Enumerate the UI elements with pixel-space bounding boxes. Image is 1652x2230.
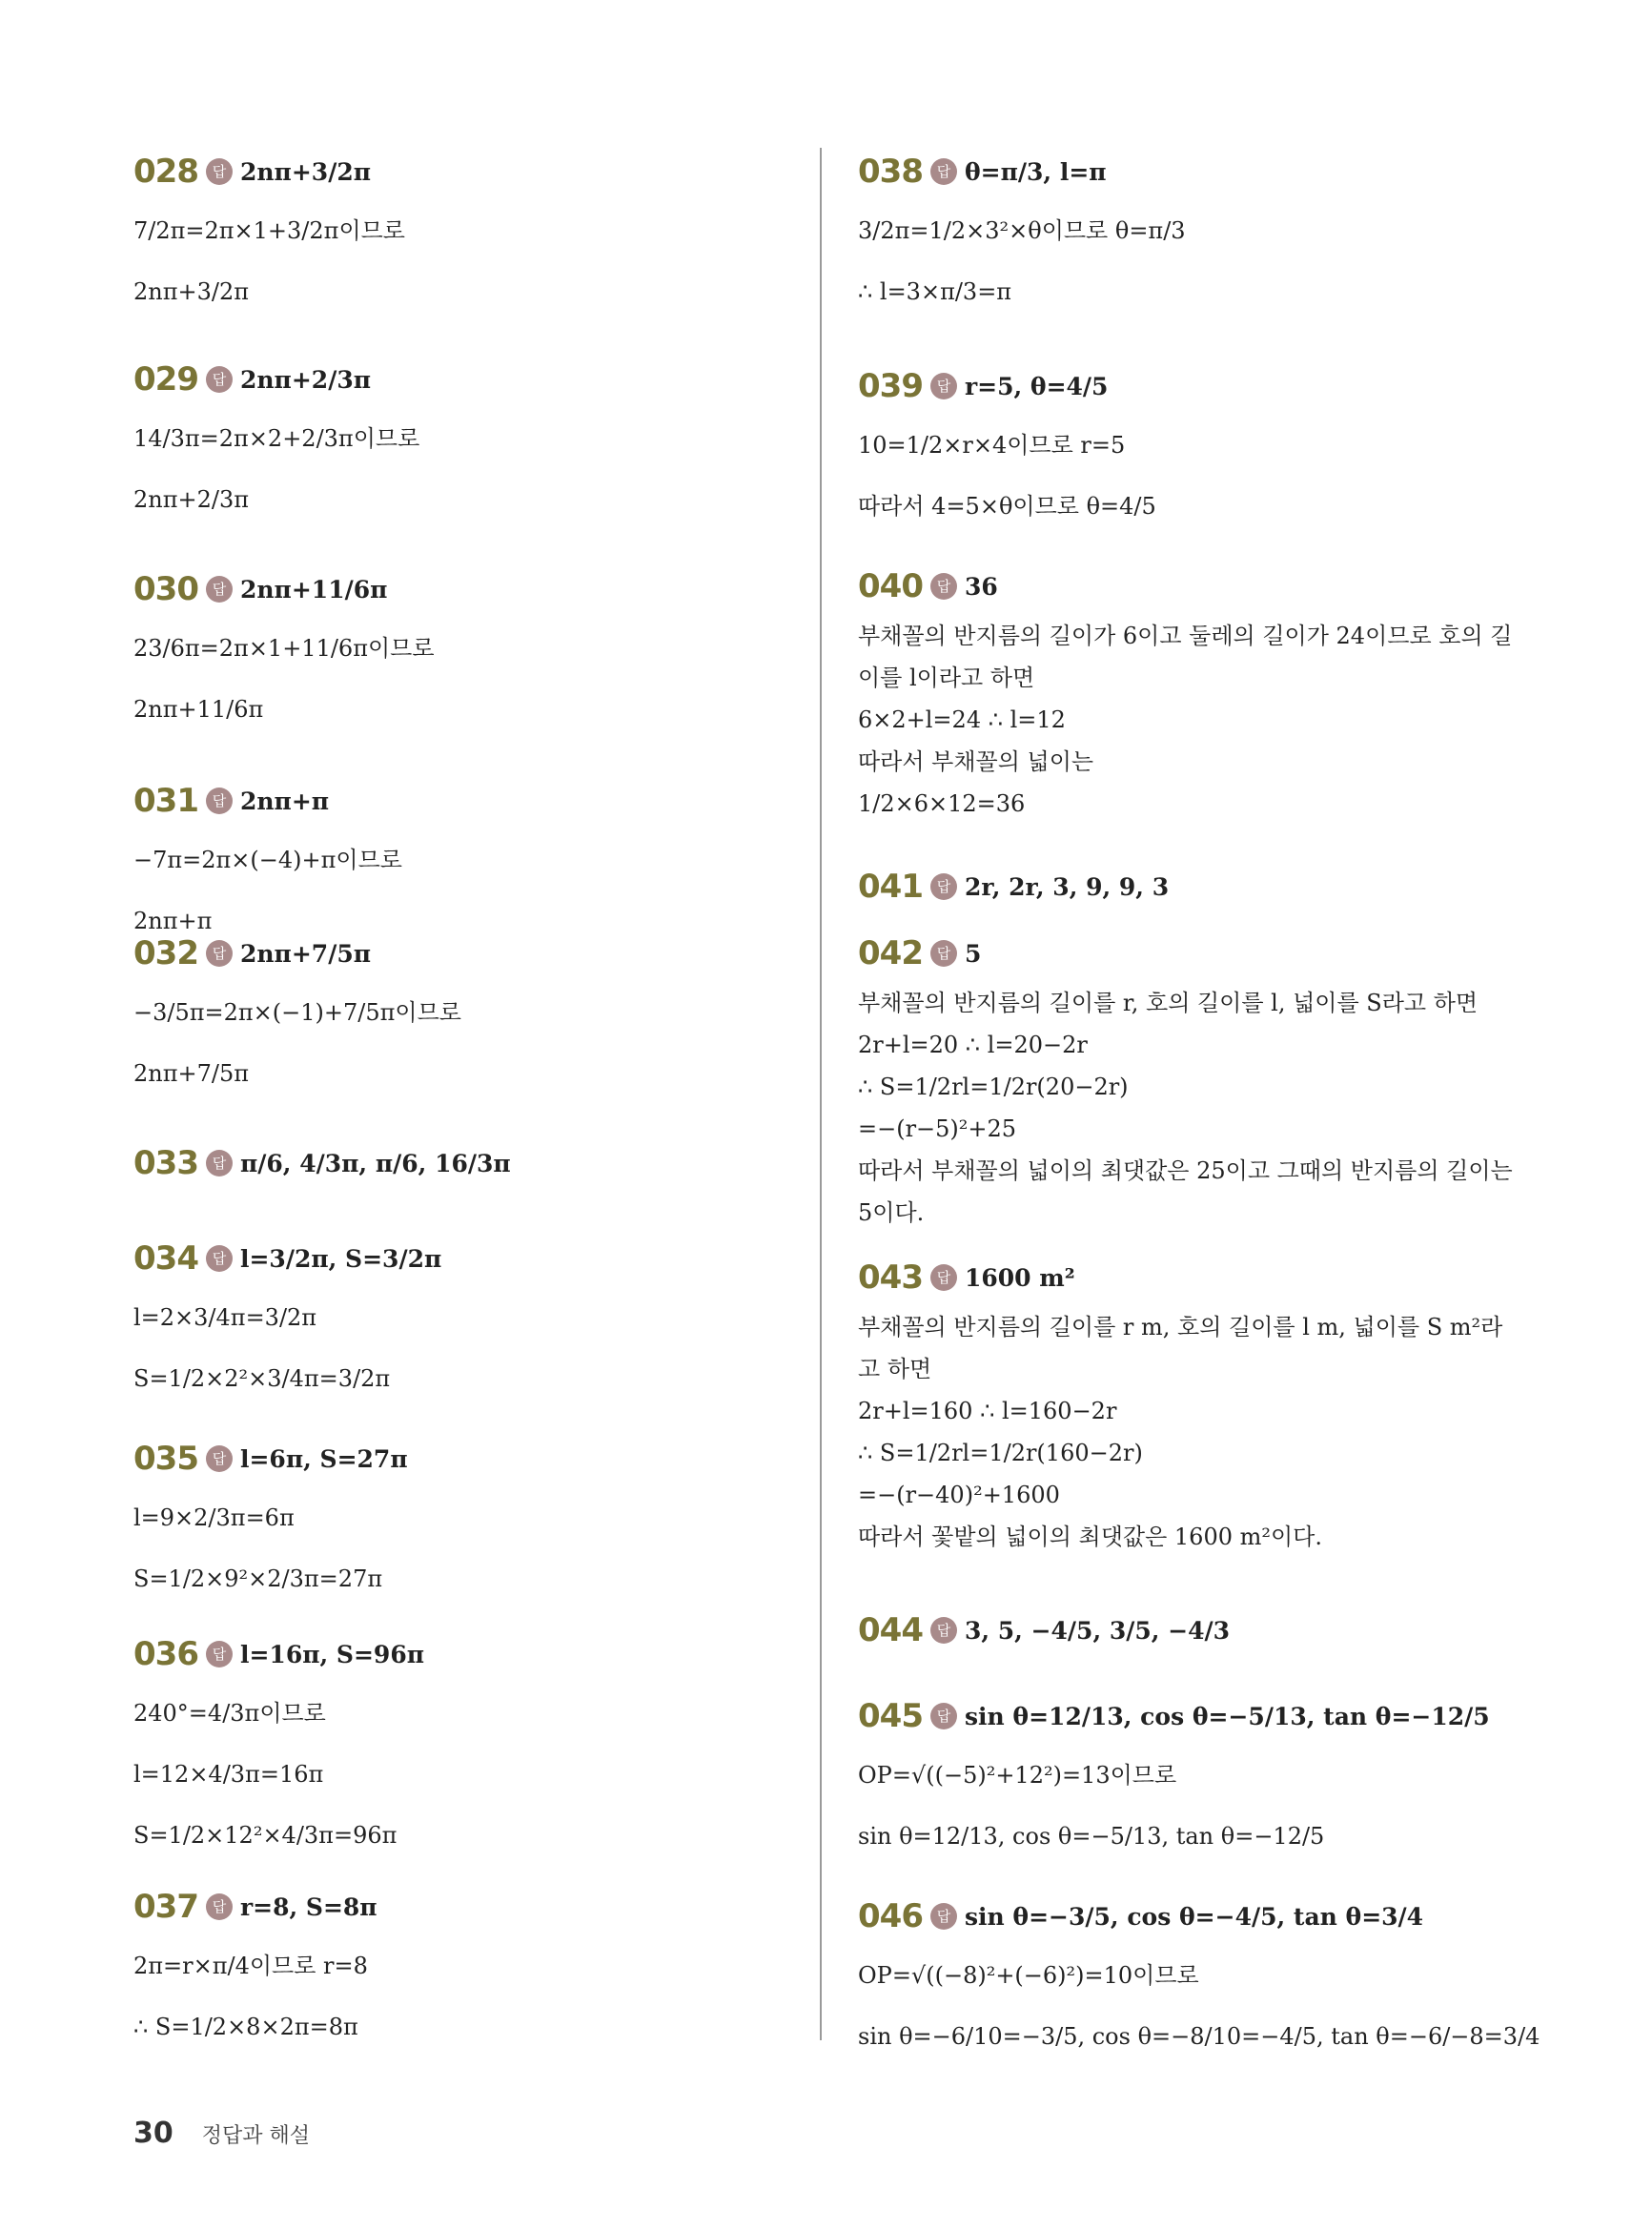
solution-line: 3/2π=1/2×3²×θ이므로 θ=π/3 — [858, 217, 1186, 244]
answer-badge: 답 — [930, 940, 957, 967]
answer-badge: 답 — [930, 1617, 957, 1644]
problem-032 — [133, 925, 801, 1104]
problem-number: 041 — [858, 868, 923, 906]
problem-header — [133, 1626, 801, 1683]
solution-line: 2nπ+7/5π — [133, 1060, 250, 1087]
problem-header — [133, 1878, 801, 1935]
solution-line: 부채꼴의 반지름의 길이를 r m, 호의 길이를 l m, 넓이를 S m²라 — [858, 1314, 1503, 1340]
answer-badge: 답 — [206, 158, 233, 185]
solution-line: 2nπ+2/3π — [133, 486, 250, 513]
solution-line: 240°=4/3π이므로 — [133, 1700, 326, 1727]
problem-number: 036 — [133, 1635, 198, 1673]
answer-badge: 답 — [930, 873, 957, 900]
solution-line: 이를 l이라고 하면 — [858, 665, 1035, 691]
solution-line: ∴ S=1/2rl=1/2r(20−2r) — [858, 1074, 1129, 1100]
solution-line: S=1/2×2²×3/4π=3/2π — [133, 1365, 391, 1392]
answer-badge: 답 — [930, 1903, 957, 1930]
answer-text: sin θ=−3/5, cos θ=−4/5, tan θ=3/4 — [964, 1902, 1424, 1931]
problem-number: 045 — [858, 1697, 923, 1735]
answer-text: r=5, θ=4/5 — [964, 372, 1109, 400]
problem-header — [133, 143, 801, 200]
problem-number: 033 — [133, 1144, 198, 1182]
solution-line: 2r+l=20 ∴ l=20−2r — [858, 1032, 1088, 1058]
problem-number: 038 — [858, 153, 923, 191]
solution-line: S=1/2×9²×2/3π=27π — [133, 1565, 383, 1592]
solution-line: ∴ S=1/2rl=1/2r(160−2r) — [858, 1440, 1143, 1466]
solution-line: 2r+l=160 ∴ l=160−2r — [858, 1398, 1117, 1424]
answer-text: 2r, 2r, 3, 9, 9, 3 — [964, 872, 1170, 901]
solution-line: 부채꼴의 반지름의 길이를 r, 호의 길이를 l, 넓이를 S라고 하면 — [858, 990, 1479, 1016]
problem-045 — [858, 1688, 1516, 1867]
solution-line: 따라서 꽃밭의 넓이의 최댓값은 1600 m²이다. — [858, 1524, 1322, 1550]
solution-line: sin θ=−6/10=−3/5, cos θ=−8/10=−4/5, tan θ=−6/−8=3/4 — [858, 2023, 1540, 2050]
solution-line: 2nπ+3/2π — [133, 278, 250, 305]
answer-text: 3, 5, −4/5, 3/5, −4/3 — [964, 1616, 1231, 1645]
solution-line: =−(r−40)²+1600 — [858, 1482, 1060, 1508]
answer-badge: 답 — [206, 1245, 233, 1272]
problem-number: 046 — [858, 1897, 923, 1935]
solution-line: S=1/2×12²×4/3π=96π — [133, 1822, 398, 1849]
answer-badge: 답 — [930, 373, 957, 399]
solution-line: 고 하면 — [858, 1356, 932, 1382]
solution-line: −7π=2π×(−4)+π이므로 — [133, 847, 402, 873]
answer-badge: 답 — [930, 1703, 957, 1729]
answer-badge: 답 — [930, 1264, 957, 1291]
problem-number: 030 — [133, 570, 198, 608]
solution-line: 2nπ+π — [133, 908, 213, 934]
problem-header — [133, 351, 801, 408]
solution-line: OP=√((−8)²+(−6)²)=10이므로 — [858, 1962, 1199, 1989]
problem-header — [133, 1430, 801, 1487]
answer-badge: 답 — [206, 1641, 233, 1667]
solution-line: ∴ S=1/2×8×2π=8π — [133, 2014, 358, 2040]
solution-line: 2π=r×π/4이므로 r=8 — [133, 1953, 368, 1979]
solution-line: 따라서 부채꼴의 넓이의 최댓값은 25이고 그때의 반지름의 길이는 — [858, 1157, 1513, 1184]
solution-line: 따라서 부채꼴의 넓이는 — [858, 748, 1094, 775]
problem-header — [858, 358, 1516, 415]
column-divider — [820, 148, 822, 2040]
answer-badge: 답 — [206, 940, 233, 967]
problem-header — [858, 1888, 1516, 1945]
problem-number: 034 — [133, 1239, 198, 1278]
answer-text: 5 — [964, 939, 982, 968]
problem-number: 028 — [133, 153, 198, 191]
problem-046 — [858, 1888, 1540, 2067]
solution-line: ∴ l=3×π/3=π — [858, 278, 1012, 305]
problem-030 — [133, 561, 801, 740]
answer-badge: 답 — [930, 573, 957, 600]
answer-text: 2nπ+3/2π — [239, 157, 372, 186]
answer-text: θ=π/3, l=π — [964, 157, 1107, 186]
solution-line: 5이다. — [858, 1199, 925, 1226]
solution-line: 따라서 4=5×θ이므로 θ=4/5 — [858, 493, 1156, 520]
answer-text: π/6, 4/3π, π/6, 16/3π — [239, 1149, 511, 1177]
problem-number: 035 — [133, 1440, 198, 1478]
answer-badge: 답 — [206, 1150, 233, 1176]
problem-044 — [858, 1602, 1516, 1659]
problem-number: 037 — [133, 1888, 198, 1926]
solution-line: −3/5π=2π×(−1)+7/5π이므로 — [133, 999, 461, 1026]
problem-header — [133, 925, 801, 982]
answer-text: 2nπ+π — [239, 787, 330, 815]
solution-line: 10=1/2×r×4이므로 r=5 — [858, 432, 1126, 459]
problem-header — [133, 1230, 801, 1287]
page-footer-title: 정답과 해설 — [201, 2124, 311, 2148]
answer-text: r=8, S=8π — [239, 1892, 377, 1921]
page-number: 30 — [133, 2117, 173, 2150]
answer-badge: 답 — [930, 158, 957, 185]
problem-header — [858, 1688, 1516, 1745]
solution-line: l=12×4/3π=16π — [133, 1761, 324, 1788]
problem-039 — [858, 358, 1516, 537]
problem-040 — [858, 558, 1516, 825]
solution-line: 7/2π=2π×1+3/2π이므로 — [133, 217, 405, 244]
solution-line: 6×2+l=24 ∴ l=12 — [858, 706, 1066, 733]
answer-text: 2nπ+11/6π — [239, 575, 388, 604]
problem-number: 039 — [858, 367, 923, 405]
answer-text: 1600 m² — [964, 1263, 1075, 1292]
answer-text: l=6π, S=27π — [239, 1444, 408, 1473]
answer-text: 2nπ+7/5π — [239, 939, 372, 968]
problem-number: 042 — [858, 934, 923, 972]
problem-036 — [133, 1626, 801, 1866]
problem-header — [858, 1602, 1516, 1659]
answer-badge: 답 — [206, 1445, 233, 1472]
problem-header — [858, 143, 1516, 200]
problem-028 — [133, 143, 801, 322]
problem-header — [858, 558, 1516, 615]
problem-033 — [133, 1135, 801, 1192]
problem-042 — [858, 925, 1516, 1234]
solution-line: 14/3π=2π×2+2/3π이므로 — [133, 425, 420, 452]
answer-text: sin θ=12/13, cos θ=−5/13, tan θ=−12/5 — [964, 1702, 1490, 1730]
problem-header — [858, 925, 1516, 982]
problem-041 — [858, 858, 1516, 915]
problem-035 — [133, 1430, 801, 1609]
answer-text: 36 — [964, 572, 998, 601]
problem-037 — [133, 1878, 801, 2057]
solution-line: l=9×2/3π=6π — [133, 1504, 295, 1531]
problem-029 — [133, 351, 801, 530]
problem-043 — [858, 1249, 1516, 1558]
answer-badge: 답 — [206, 366, 233, 393]
problem-header — [133, 1135, 801, 1192]
answer-text: l=16π, S=96π — [239, 1640, 425, 1668]
solution-line: OP=√((−5)²+12²)=13이므로 — [858, 1762, 1177, 1789]
answer-badge: 답 — [206, 576, 233, 603]
solution-line: l=2×3/4π=3/2π — [133, 1304, 317, 1331]
problem-header — [133, 561, 801, 618]
problem-number: 031 — [133, 782, 198, 820]
problem-number: 044 — [858, 1611, 923, 1649]
problem-number: 029 — [133, 360, 198, 399]
answer-badge: 답 — [206, 1893, 233, 1920]
problem-header — [858, 858, 1516, 915]
answer-text: l=3/2π, S=3/2π — [239, 1244, 442, 1273]
problem-number: 040 — [858, 567, 923, 605]
solution-line: 부채꼴의 반지름의 길이가 6이고 둘레의 길이가 24이므로 호의 길 — [858, 623, 1513, 649]
answer-text: 2nπ+2/3π — [239, 365, 372, 394]
solution-line: =−(r−5)²+25 — [858, 1115, 1017, 1142]
problem-038 — [858, 143, 1516, 322]
problem-header — [858, 1249, 1516, 1306]
problem-number: 032 — [133, 934, 198, 972]
problem-header — [133, 772, 801, 829]
page-footer — [133, 2117, 310, 2150]
answer-badge: 답 — [206, 788, 233, 814]
solution-line: 2nπ+11/6π — [133, 696, 264, 723]
solution-line: 1/2×6×12=36 — [858, 790, 1026, 817]
problem-number: 043 — [858, 1258, 923, 1297]
solution-line: 23/6π=2π×1+11/6π이므로 — [133, 635, 435, 662]
solution-line: sin θ=12/13, cos θ=−5/13, tan θ=−12/5 — [858, 1823, 1325, 1850]
problem-034 — [133, 1230, 801, 1409]
